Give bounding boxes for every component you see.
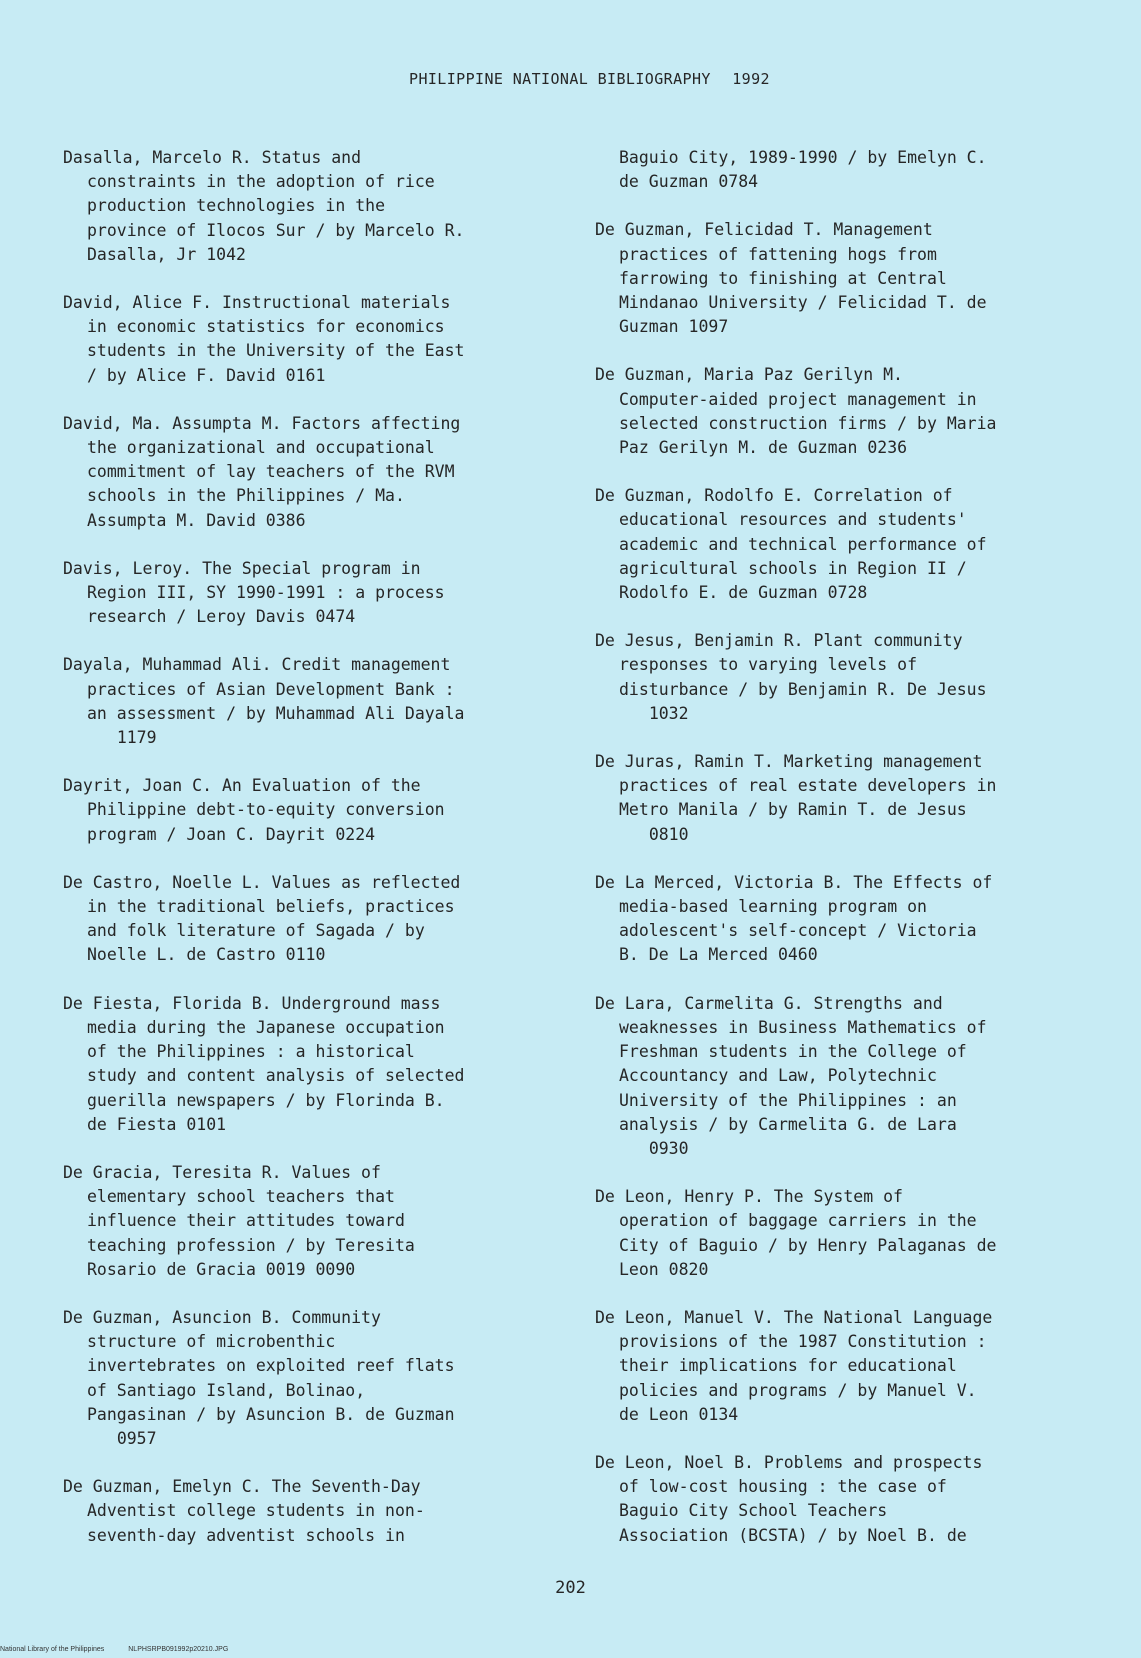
header-title: PHILIPPINE NATIONAL BIBLIOGRAPHY: [409, 70, 711, 88]
footer-library: National Library of the Philippines: [0, 1646, 105, 1653]
bibliography-entry: De Guzman, Asuncion B. Community structure of microbenthic invertebrates on exploited reef flats of Santiago Island, Bolinao, Pangasinan / by Asuncion B. de Guzman 0957: [63, 1307, 455, 1448]
bibliography-entry: Dasalla, Marcelo R. Status and constraints in the adoption of rice production technologies in the province of Ilocos Sur / by Marcelo R. Dasalla, Jr 1042: [63, 148, 465, 264]
bibliography-entry: Dayala, Muhammad Ali. Credit management practices of Asian Development Bank : an assessment / by Muhammad Ali Dayala 1179: [63, 655, 465, 748]
right-column: [595, 146, 1115, 1572]
bibliography-entry: Davis, Leroy. The Special program in Region III, SY 1990-1991 : a process research / Leroy Davis 0474: [63, 558, 445, 627]
bibliography-entry: De Guzman, Maria Paz Gerilyn M. Computer-aided project management in selected construction firms / by Maria Paz Gerilyn M. de Guzman 0236: [595, 365, 997, 458]
header-year: 1992: [732, 70, 770, 88]
bibliography-entry: De Gracia, Teresita R. Values of elementary school teachers that influence their attitudes toward teaching profession / by Teresita Rosario de Gracia 0019 0090: [63, 1162, 415, 1279]
bibliography-entry: De Guzman, Rodolfo E. Correlation of educational resources and students' academic and technical performance of agricultural schools in Region II / Rodolfo E. de Guzman 0728: [595, 486, 987, 603]
bibliography-entry: David, Ma. Assumpta M. Factors affecting the organizational and occupational commitment of lay teachers of the RVM schools in the Philippines / Ma. Assumpta M. David 0386: [63, 413, 461, 530]
page-header: [0, 70, 1141, 88]
bibliography-entry: De Guzman, Emelyn C. The Seventh-Day Adventist college students in non- seventh-day adventist schools in: [63, 1477, 425, 1545]
bibliography-entry: De Fiesta, Florida B. Underground mass media during the Japanese occupation of the Philippines : a historical study and content analysis of selected guerilla newspapers / by Florinda B. de Fiesta 0101: [63, 993, 465, 1134]
bibliography-entry: De Juras, Ramin T. Marketing management practices of real estate developers in Metro Manila / by Ramin T. de Jesus 0810: [595, 752, 997, 844]
bibliography-entry: De Castro, Noelle L. Values as reflected in the traditional beliefs, practices and folk literature of Sagada / by Noelle L. de Castro 0110: [63, 872, 461, 965]
bibliography-entry: De Lara, Carmelita G. Strengths and weaknesses in Business Mathematics of Freshman students in the College of Accountancy and Law, Polytechnic University of the Philippines : an analysis / by Carmelita G. de Lara 0930: [595, 993, 987, 1158]
bibliography-entry-continuation: Baguio City, 1989-1990 / by Emelyn C. de Guzman 0784: [619, 148, 987, 192]
page-number: 202: [555, 1578, 586, 1598]
bibliography-entry: De La Merced, Victoria B. The Effects of media-based learning program on adolescent's self-concept / Victoria B. De La Merced 0460: [595, 872, 993, 965]
bibliography-entry: De Leon, Henry P. The System of operation of baggage carriers in the City of Baguio / by Henry Palaganas de Leon 0820: [595, 1187, 997, 1279]
left-column: [63, 146, 563, 1572]
bibliography-entry: De Guzman, Felicidad T. Management practices of fattening hogs from farrowing to finishing at Central Mindanao University / Felicidad T. de Guzman 1097: [595, 220, 987, 337]
bibliography-entry: David, Alice F. Instructional materials in economic statistics for economics students in the University of the East / by Alice F. David 0161: [63, 293, 465, 385]
footer-filename: NLPHSRPB091992p20210.JPG: [128, 1646, 229, 1653]
bibliography-entry: De Leon, Manuel V. The National Language provisions of the 1987 Constitution : their implications for educational policies and programs / by Manuel V. de Leon 0134: [595, 1307, 993, 1424]
bibliography-entry: De Jesus, Benjamin R. Plant community responses to varying levels of disturbance / by Benjamin R. De Jesus 1032: [595, 631, 987, 723]
bibliography-entry: De Leon, Noel B. Problems and prospects of low-cost housing : the case of Baguio City School Teachers Association (BCSTA) / by Noel B. de: [595, 1452, 983, 1545]
scan-footer: [0, 1646, 1141, 1653]
bibliography-entry: Dayrit, Joan C. An Evaluation of the Philippine debt-to-equity conversion program / Joan C. Dayrit 0224: [63, 776, 445, 844]
